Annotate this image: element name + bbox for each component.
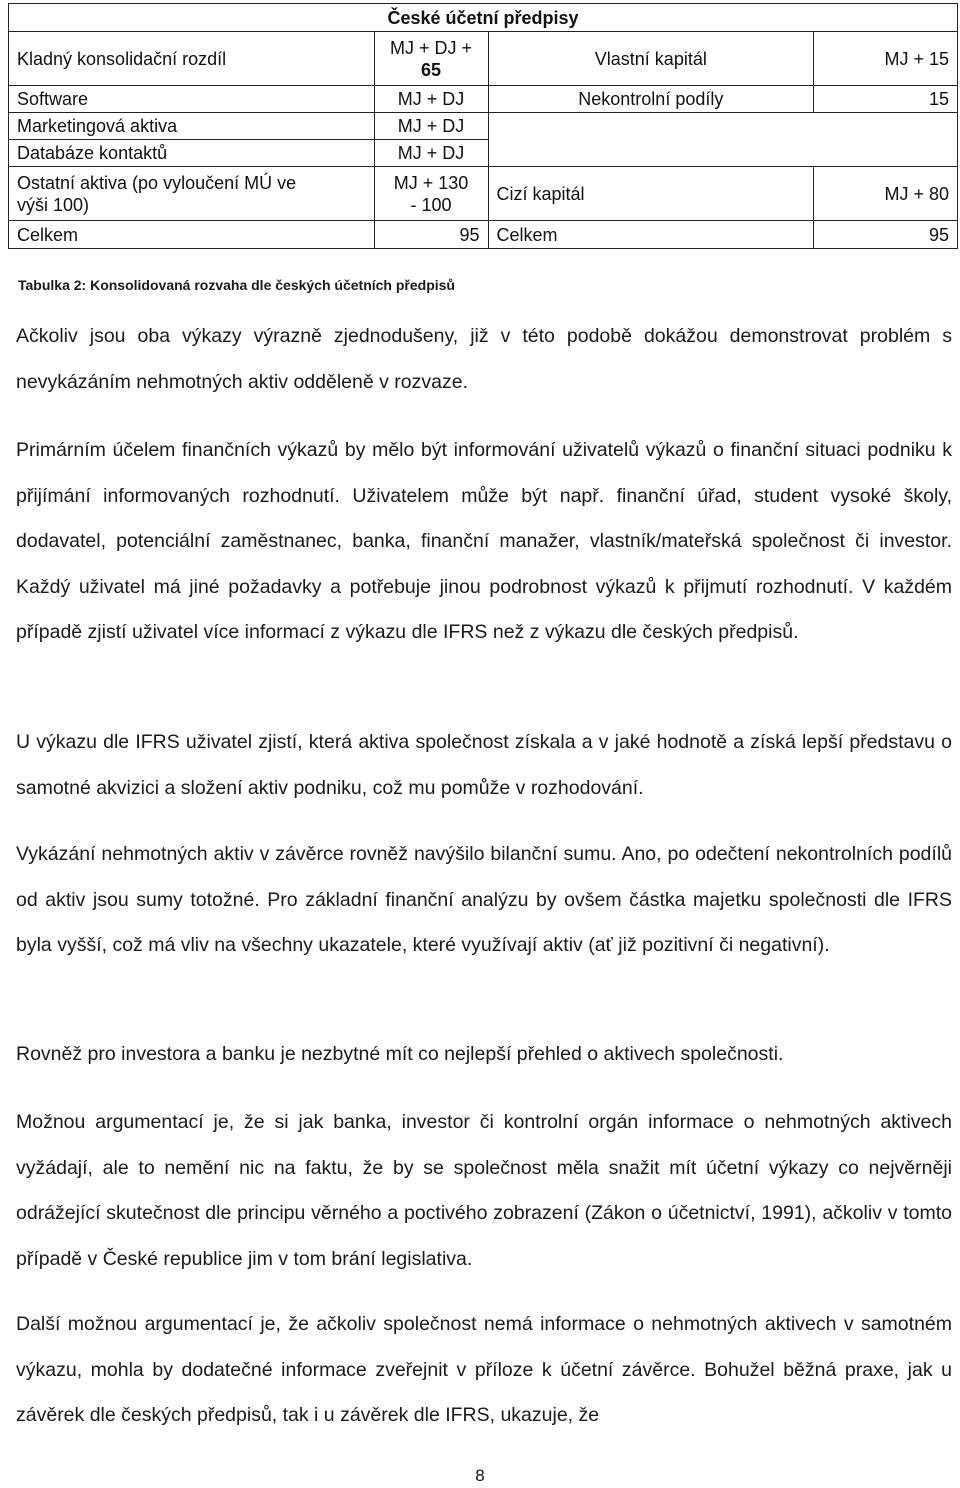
paragraph bbox=[16, 428, 952, 656]
row-label: Marketingová aktiva bbox=[9, 113, 375, 140]
paragraph-text: Další možnou argumentací je, že ačkoliv společnost nemá informace o nehmotných aktivech v samotném výkazu, mohla by dodatečné informace zveřejnit v příloze k účetní závěrce. Bohužel běžná praxe, jak u závěrek dle českých předpisů, tak i u závěrek dle IFRS, ukazuje, že bbox=[16, 1313, 952, 1426]
row-value: MJ + DJ bbox=[374, 86, 488, 113]
paragraph bbox=[16, 314, 952, 405]
paragraph-text: U výkazu dle IFRS uživatel zjistí, která aktiva společnost získala a v jaké hodnotě a získá lepší představu o samotné akvizici a složení aktiv podniku, což mu pomůže v rozhodování. bbox=[16, 731, 952, 799]
page-number: 8 bbox=[475, 1466, 485, 1485]
table-title: České účetní předpisy bbox=[9, 4, 958, 32]
table-row bbox=[9, 113, 958, 140]
row-value bbox=[374, 32, 488, 86]
right-label: Nekontrolní podíly bbox=[488, 86, 814, 113]
right-value: MJ + 80 bbox=[814, 167, 958, 221]
value-line2: - 100 bbox=[410, 194, 452, 215]
right-value: 15 bbox=[814, 86, 958, 113]
table-row bbox=[9, 221, 958, 249]
paragraph bbox=[16, 1100, 952, 1282]
table-row bbox=[9, 86, 958, 113]
paragraph bbox=[16, 1032, 952, 1078]
table-row bbox=[9, 167, 958, 221]
label-line1: Ostatní aktiva (po vyloučení MÚ ve bbox=[17, 172, 297, 193]
row-label: Software bbox=[9, 86, 375, 113]
empty-cell bbox=[488, 113, 958, 167]
table-row bbox=[9, 32, 958, 86]
row-label: Databáze kontaktů bbox=[9, 140, 375, 167]
row-label: Celkem bbox=[9, 221, 375, 249]
paragraph-text: Vykázání nehmotných aktiv v závěrce rovněž navýšilo bilanční sumu. Ano, po odečtení nekontrolních podílů od aktiv jsou sumy totožné. Pro základní finanční analýzu by ovšem částka majetku společnosti dle IFRS byla vyšší, což má vliv na všechny ukazatele, které využívají aktiv (ať již pozitivní či negativní). bbox=[16, 843, 952, 956]
paragraph-text: Možnou argumentací je, že si jak banka, investor či kontrolní orgán informace o nehmotných aktivech vyžádají, ale to nemění nic na faktu, že by se společnost měla snažit mít účetní výkazy co nejvěrněji odrážející skutečnost dle principu věrného a poctivého zobrazení (Zákon o účetnictví, 1991), ačkoliv v tomto případě v České republice jim v tom brání legislativa. bbox=[16, 1111, 952, 1270]
paragraph-text: Ačkoliv jsou oba výkazy výrazně zjednodušeny, již v této podobě dokážou demonstrovat problém s nevykázáním nehmotných aktiv odděleně v rozvaze. bbox=[16, 325, 952, 393]
paragraph-text: Primárním účelem finančních výkazů by mělo být informování uživatelů výkazů o finanční situaci podniku k přijímání informovaných rozhodnutí. Uživatelem může být např. finanční úřad, student vysoké školy, dodavatel, potenciální zaměstnanec, banka, finanční manažer, vlastník/mateřská společnost či investor. Každý uživatel má jiné požadavky a potřebuje jinou podrobnost výkazů k přijmutí rozhodnutí. V každém případě zjistí uživatel více informací z výkazu dle IFRS než z výkazu dle českých předpisů. bbox=[16, 439, 952, 643]
right-label: Celkem bbox=[488, 221, 814, 249]
right-value: MJ + 15 bbox=[814, 32, 958, 86]
paragraph bbox=[16, 1302, 952, 1439]
row-value: 95 bbox=[374, 221, 488, 249]
value-line1: MJ + 130 bbox=[393, 172, 469, 193]
table-caption: Tabulka 2: Konsolidovaná rozvaha dle českých účetních předpisů bbox=[18, 277, 455, 293]
value-line2: 65 bbox=[421, 59, 442, 80]
label-line2: výši 100) bbox=[17, 194, 90, 215]
right-label: Vlastní kapitál bbox=[488, 32, 814, 86]
paragraph bbox=[16, 832, 952, 969]
row-label: Kladný konsolidační rozdíl bbox=[9, 32, 375, 86]
paragraph-text: Rovněž pro investora a banku je nezbytné mít co nejlepší přehled o aktivech společnosti. bbox=[16, 1043, 784, 1065]
row-value: MJ + DJ bbox=[374, 140, 488, 167]
row-value: MJ + DJ bbox=[374, 113, 488, 140]
value-line1: MJ + DJ + bbox=[390, 37, 473, 58]
row-label bbox=[9, 167, 375, 221]
paragraph bbox=[16, 720, 952, 811]
right-value: 95 bbox=[814, 221, 958, 249]
right-label: Cizí kapitál bbox=[488, 167, 814, 221]
balance-sheet-table bbox=[8, 3, 958, 249]
row-value bbox=[374, 167, 488, 221]
